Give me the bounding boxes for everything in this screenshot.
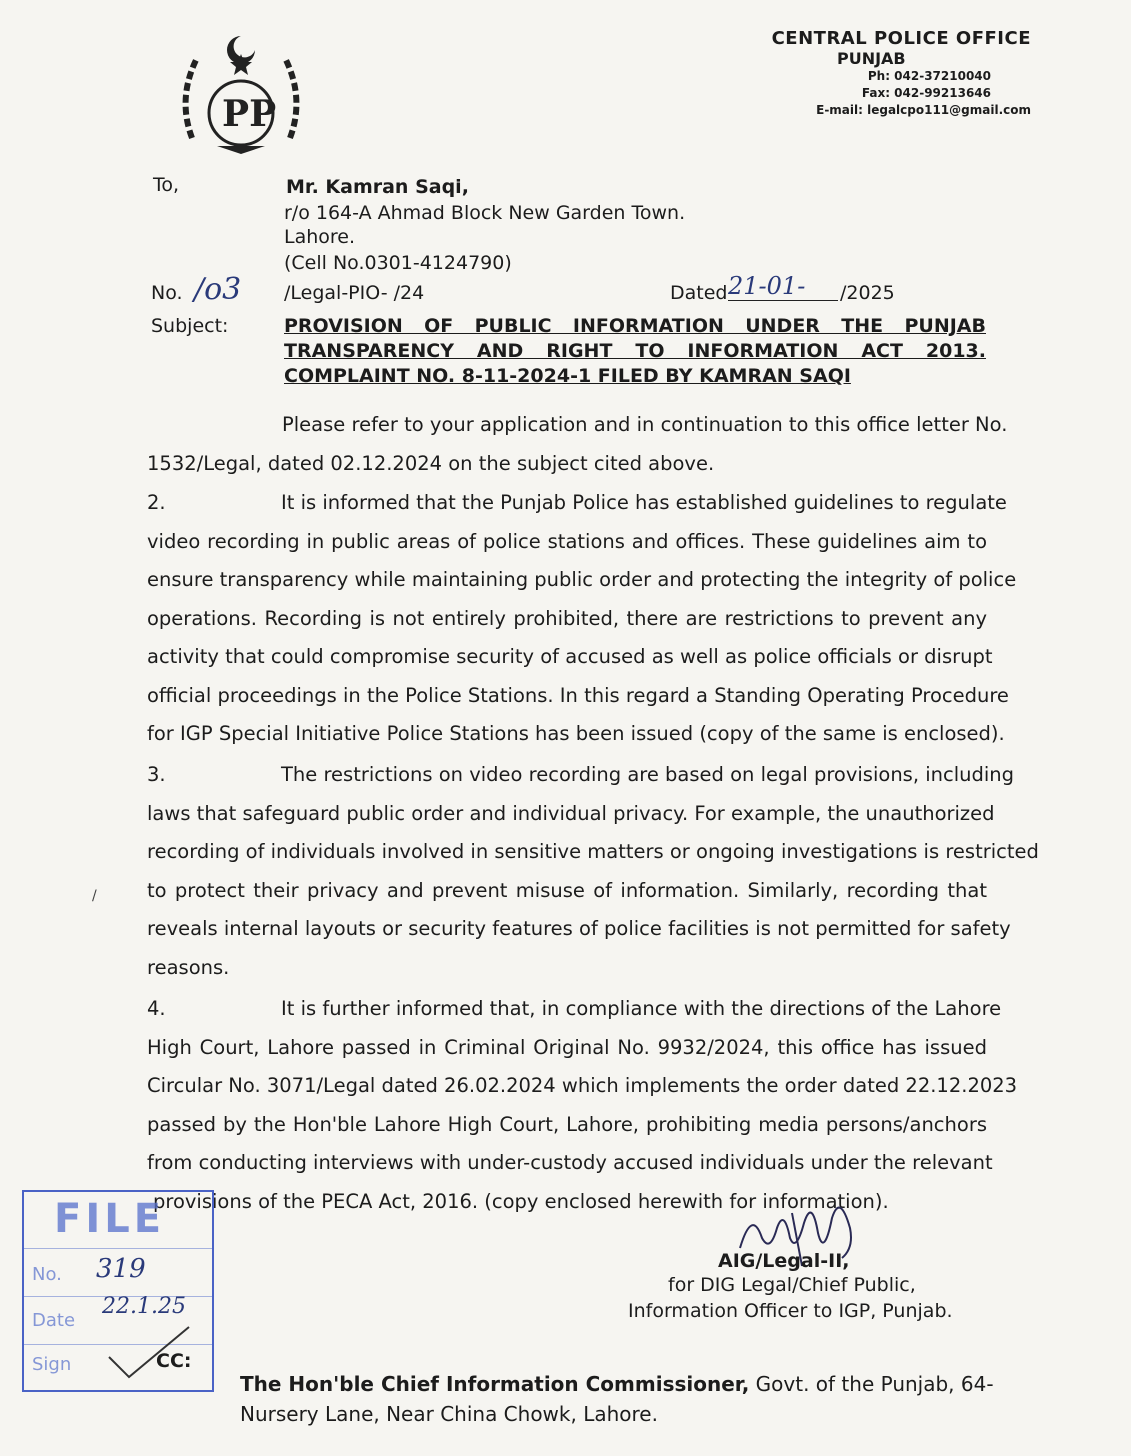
to-label: To, xyxy=(153,174,180,196)
dated-year: /2025 xyxy=(840,282,895,304)
ref-no-label: No. xyxy=(151,282,183,304)
paragraph-2 xyxy=(147,484,1017,754)
dated-label: Dated xyxy=(670,282,728,304)
p1-line: 1532/Legal, dated 02.12.2024 on the subject cited above. xyxy=(147,451,715,475)
paragraph-4 xyxy=(147,990,1018,1221)
p3-line: reasons. xyxy=(147,955,230,979)
stamp-sign-label: Sign xyxy=(32,1354,72,1375)
signatory-line1: for DIG Legal/Chief Public, xyxy=(668,1274,916,1296)
p4-line: passed by the Hon'ble Lahore High Court, Lahore, prohibiting media persons/anchors xyxy=(147,1112,987,1136)
p3-line: to protect their privacy and prevent misuse of information. Similarly, recording that xyxy=(147,878,987,902)
subject-line2: TRANSPARENCY AND RIGHT TO INFORMATION ACT 2013. xyxy=(284,340,986,362)
signatory-title: AIG/Legal-II, xyxy=(718,1250,850,1272)
cc-label: CC: xyxy=(156,1350,192,1372)
p2-line: activity that could compromise security of accused as well as police officials or disrupt xyxy=(147,645,993,668)
address-line1: r/o 164-A Ahmad Block New Garden Town. xyxy=(284,202,686,224)
p2-line: operations. Recording is not entirely prohibited, there are restrictions to prevent any xyxy=(147,606,987,630)
address-line2: Lahore. xyxy=(284,226,356,248)
p2-line: for IGP Special Initiative Police Stations has been issued (copy of the same is enclosed). xyxy=(147,722,1005,745)
p2-line: ensure transparency while maintaining public order and protecting the integrity of police xyxy=(147,568,1017,591)
p2-line: It is informed that the Punjab Police has established guidelines to regulate xyxy=(281,491,1007,514)
cc-recipient-line1 xyxy=(240,1372,994,1396)
stamp-no-label: No. xyxy=(32,1264,62,1285)
p3-line: reveals internal layouts or security features of police facilities is not permitted for safety xyxy=(147,917,1011,940)
p2-number: 2. xyxy=(147,491,166,514)
p4-number: 4. xyxy=(147,997,166,1020)
paragraph-3 xyxy=(147,756,1039,987)
p4-line: It is further informed that, in compliance with the directions of the Lahore xyxy=(281,997,1002,1020)
stamp-no-value: 319 xyxy=(96,1254,146,1284)
police-emblem-icon xyxy=(172,28,310,158)
subject-line3: COMPLAINT NO. 8-11-2024-1 FILED BY KAMRAN SAQI xyxy=(284,365,851,387)
svg-text:PP: PP xyxy=(222,93,277,135)
office-fax: Fax: 042-99213646 xyxy=(861,86,991,100)
stamp-title: FILE xyxy=(54,1196,166,1242)
p2-line: video recording in public areas of police stations and offices. These guidelines aim to xyxy=(147,529,987,553)
paragraph-1 xyxy=(147,406,1008,483)
dated-handwritten: 21-01- xyxy=(728,272,838,301)
stamp-date-label: Date xyxy=(32,1310,76,1331)
subject-label: Subject: xyxy=(151,315,229,337)
ref-text: /Legal-PIO- /24 xyxy=(284,282,425,304)
p4-line: from conducting interviews with under-custody accused individuals under the relevant xyxy=(147,1151,993,1174)
p3-number: 3. xyxy=(147,763,166,786)
office-email: E-mail: legalcpo111@gmail.com xyxy=(816,103,1031,117)
subject-text xyxy=(284,314,986,389)
signatory-line2: Information Officer to IGP, Punjab. xyxy=(628,1300,953,1322)
recipient-name: Mr. Kamran Saqi, xyxy=(286,176,469,198)
subject-line1: PROVISION OF PUBLIC INFORMATION UNDER THE PUNJAB xyxy=(284,315,986,337)
cc-recipient-name: The Hon'ble Chief Information Commissioner, xyxy=(240,1372,750,1396)
cc-recipient-rest: Govt. of the Punjab, 64- xyxy=(749,1372,994,1396)
p3-line: The restrictions on video recording are based on legal provisions, including xyxy=(281,763,1015,786)
p1-line: Please refer to your application and in continuation to this office letter No. xyxy=(282,413,1008,436)
p3-line: recording of individuals involved in sensitive matters or ongoing investigations is restricted xyxy=(147,840,1039,863)
margin-tick-mark: / xyxy=(92,888,97,904)
office-name: CENTRAL POLICE OFFICE xyxy=(771,28,1031,49)
office-header xyxy=(772,28,1031,119)
p4-line: Circular No. 3071/Legal dated 26.02.2024 which implements the order dated 22.12.2023 xyxy=(147,1074,1018,1097)
p4-line: provisions of the PECA Act, 2016. (copy enclosed herewith for information). xyxy=(153,1189,889,1213)
p3-line: laws that safeguard public order and individual privacy. For example, the unauthorized xyxy=(147,801,995,825)
stamp-date-value: 22.1.25 xyxy=(102,1294,186,1319)
ref-no-handwritten: /o3 xyxy=(194,272,242,307)
office-phone: Ph: 042-37210040 xyxy=(867,69,991,83)
office-province: PUNJAB xyxy=(836,49,906,68)
p4-line: High Court, Lahore passed in Criminal Original No. 9932/2024, this office has issued xyxy=(147,1035,987,1059)
p2-line: official proceedings in the Police Stations. In this regard a Standing Operating Procedure xyxy=(147,683,1009,707)
cc-recipient-line2: Nursery Lane, Near China Chowk, Lahore. xyxy=(240,1402,658,1426)
address-line3: (Cell No.0301-4124790) xyxy=(284,252,512,274)
